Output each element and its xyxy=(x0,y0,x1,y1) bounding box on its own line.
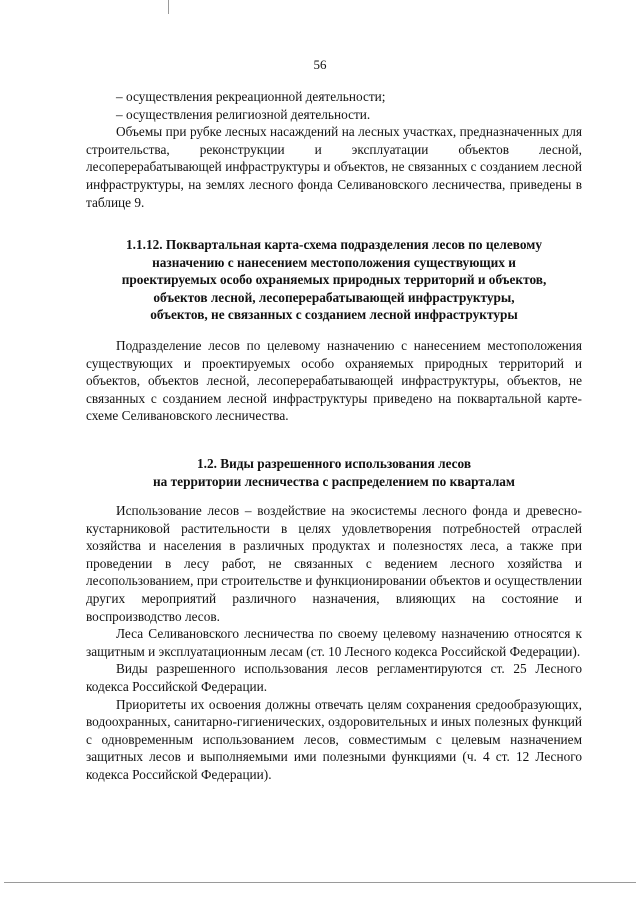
section-heading-1-1-12 xyxy=(86,236,582,324)
heading-line: 1.2. Виды разрешенного использования лесов xyxy=(196,456,472,471)
heading-line: объектов лесной, лесоперерабатывающей инфраструктуры, xyxy=(153,289,515,305)
section-1-1-12-body xyxy=(86,337,582,425)
list-item: – осуществления рекреационной деятельности; xyxy=(116,89,386,104)
scan-edge-bottom xyxy=(4,882,636,883)
section-heading-1-2 xyxy=(86,455,582,490)
intro-paragraph: Объемы при рубке лесных насаждений на лесных участках, предназначенных для строительства, реконструкции и эксплуатации объектов лесной, лесоперерабатывающей инфраструктуры и объектов, не связанных с созданием лесной инфраструктуры, на землях лесного фонда Селивановского лесничества, приведены в таблице 9. xyxy=(86,124,582,210)
intro-block xyxy=(86,88,582,211)
heading-line: 1.1.12. Поквартальная карта-схема подразделения лесов по целевому xyxy=(126,237,542,252)
page-number: 56 xyxy=(313,57,327,72)
body-paragraph: Приоритеты их освоения должны отвечать целям сохранения средообразующих, водоохранных, санитарно-гигиенических, оздоровительных и иных полезных функций с одновременным использованием лесов, совместимым с целевым назначением защитных лесов и выполняемыми ими полезными функциями (ч. 4 ст. 12 Лесного кодекса Российской Федерации). xyxy=(86,696,582,782)
section-1-2-body xyxy=(86,502,582,784)
body-paragraph: Леса Селивановского лесничества по своему целевому назначению относятся к защитным и эксплуатационным лесам (ст. 10 Лесного кодекса Российской Федерации). xyxy=(86,626,582,659)
body-paragraph: Виды разрешенного использования лесов регламентируются ст. 25 Лесного кодекса Российской Федерации. xyxy=(86,661,582,694)
heading-line: назначению с нанесением местоположения существующих и xyxy=(152,254,516,270)
scan-edge-top xyxy=(168,0,169,14)
body-paragraph: Использование лесов – воздействие на экосистемы лесного фонда и древесно-кустарниковой растительности в целях удовлетворения потребностей отраслей хозяйства и населения в различных продуктах и полезностях леса, а также при проведении в лесу работ, не связанных с ведением лесного хозяйства и лесопользованием, при строительстве и функционировании объектов и осуществлении других мероприятий различного назначения, влияющих на состояние и воспроизводство лесов. xyxy=(86,503,582,624)
heading-line: проектируемых особо охраняемых природных территорий и объектов, xyxy=(121,272,547,288)
heading-line: объектов, не связанных с созданием лесной инфраструктуры xyxy=(150,307,518,323)
body-paragraph: Подразделение лесов по целевому назначению с нанесением местоположения существующих и проектируемых особо охраняемых природных территорий и объектов, объектов лесной, лесоперерабатывающей инфраструктуры, объектов, не связанных с созданием лесной инфраструктуры приведено на поквартальной карте-схеме Селивановского лесничества. xyxy=(86,338,582,424)
list-item: – осуществления религиозной деятельности. xyxy=(116,106,371,122)
heading-line: на территории лесничества с распределением по кварталам xyxy=(153,473,515,489)
